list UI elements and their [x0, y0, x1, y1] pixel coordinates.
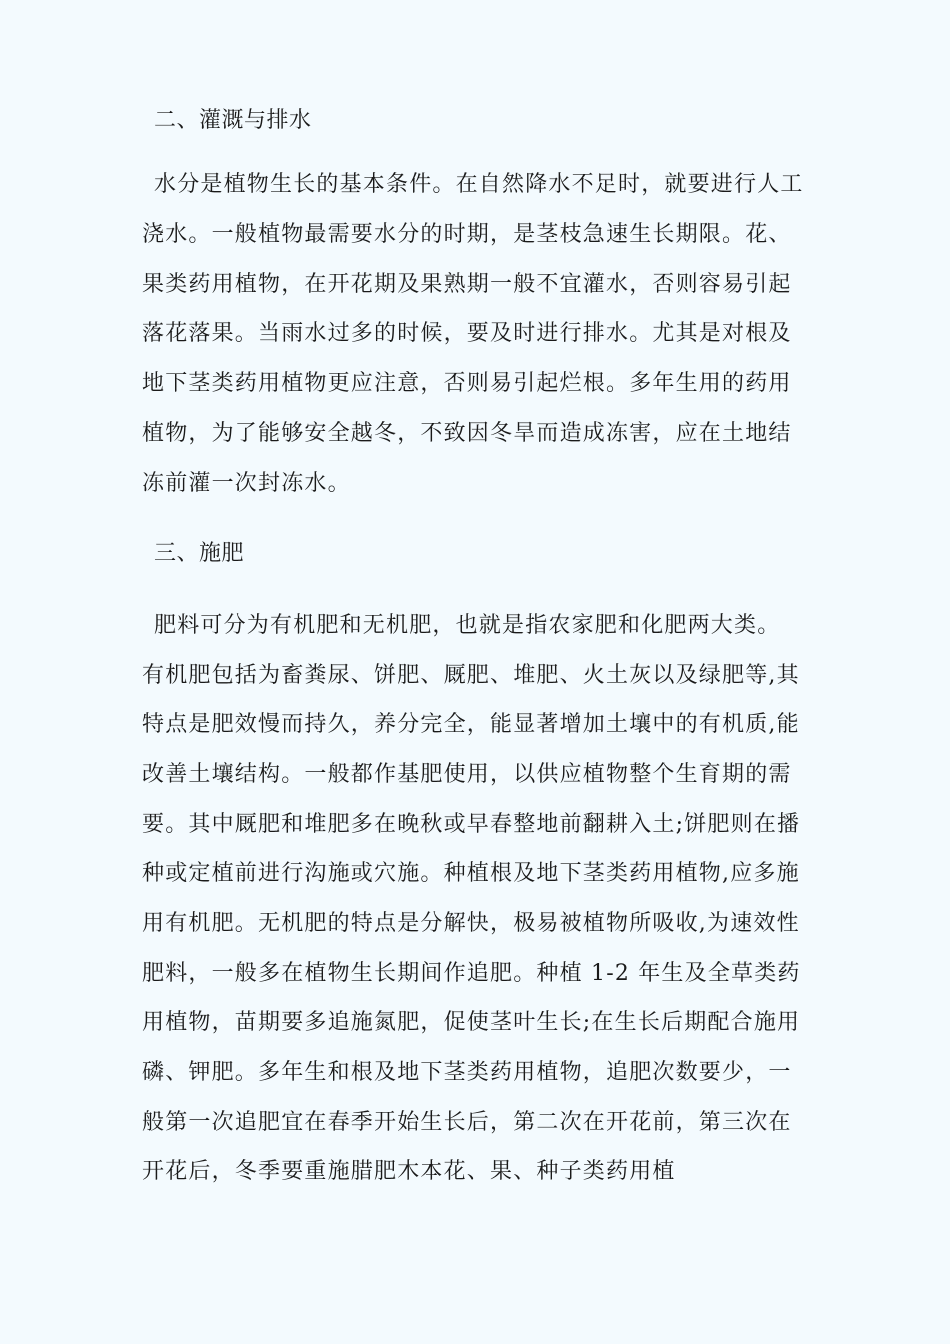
paragraph-line: 落花落果。当雨水过多的时候，要及时进行排水。尤其是对根及: [142, 321, 792, 346]
paragraph-line: 用植物，苗期要多追施氮肥，促使茎叶生长;在生长后期配合施用: [142, 1010, 801, 1035]
paragraph-line: 特点是肥效慢而持久，养分完全，能显著增加土壤中的有机质,能: [142, 712, 800, 737]
paragraph-line: 水分是植物生长的基本条件。在自然降水不足时，就要进行人工: [154, 172, 804, 197]
paragraph-line: 浇水。一般植物最需要水分的时期，是茎枝急速生长期限。花、: [142, 222, 792, 247]
section-heading-fertilizer: 三、施肥: [154, 541, 245, 566]
paragraph-line: 开花后，冬季要重施腊肥木本花、果、种子类药用植: [142, 1159, 676, 1184]
paragraph-line: 般第一次追肥宜在春季开始生长后，第二次在开花前，第三次在: [142, 1110, 792, 1135]
paragraph-line: 改善土壤结构。一般都作基肥使用，以供应植物整个生育期的需: [142, 762, 792, 787]
section-heading-irrigation: 二、灌溉与排水: [154, 108, 312, 133]
paragraph-line: 肥料可分为有机肥和无机肥，也就是指农家肥和化肥两大类。: [154, 613, 781, 638]
paragraph-line: 要。其中厩肥和堆肥多在晚秋或早春整地前翻耕入土;饼肥则在播: [142, 812, 801, 837]
paragraph-line: 种或定植前进行沟施或穴施。种植根及地下茎类药用植物,应多施: [142, 861, 800, 886]
paragraph-line: 肥料，一般多在植物生长期间作追肥。种植 1-2 年生及全草类药: [142, 961, 801, 986]
paragraph-line: 果类药用植物，在开花期及果熟期一般不宜灌水，否则容易引起: [142, 272, 792, 297]
paragraph-line: 冻前灌一次封冻水。: [142, 471, 351, 496]
paragraph-line: 地下茎类药用植物更应注意，否则易引起烂根。多年生用的药用: [142, 371, 792, 396]
paragraph-line: 有机肥包括为畜粪尿、饼肥、厩肥、堆肥、火土灰以及绿肥等,其: [142, 663, 800, 688]
paragraph-line: 磷、钾肥。多年生和根及地下茎类药用植物，追肥次数要少，一: [142, 1060, 792, 1085]
paragraph-line: 植物，为了能够安全越冬，不致因冬旱而造成冻害，应在土地结: [142, 421, 792, 446]
paragraph-line: 用有机肥。无机肥的特点是分解快，极易被植物所吸收,为速效性: [142, 911, 800, 936]
